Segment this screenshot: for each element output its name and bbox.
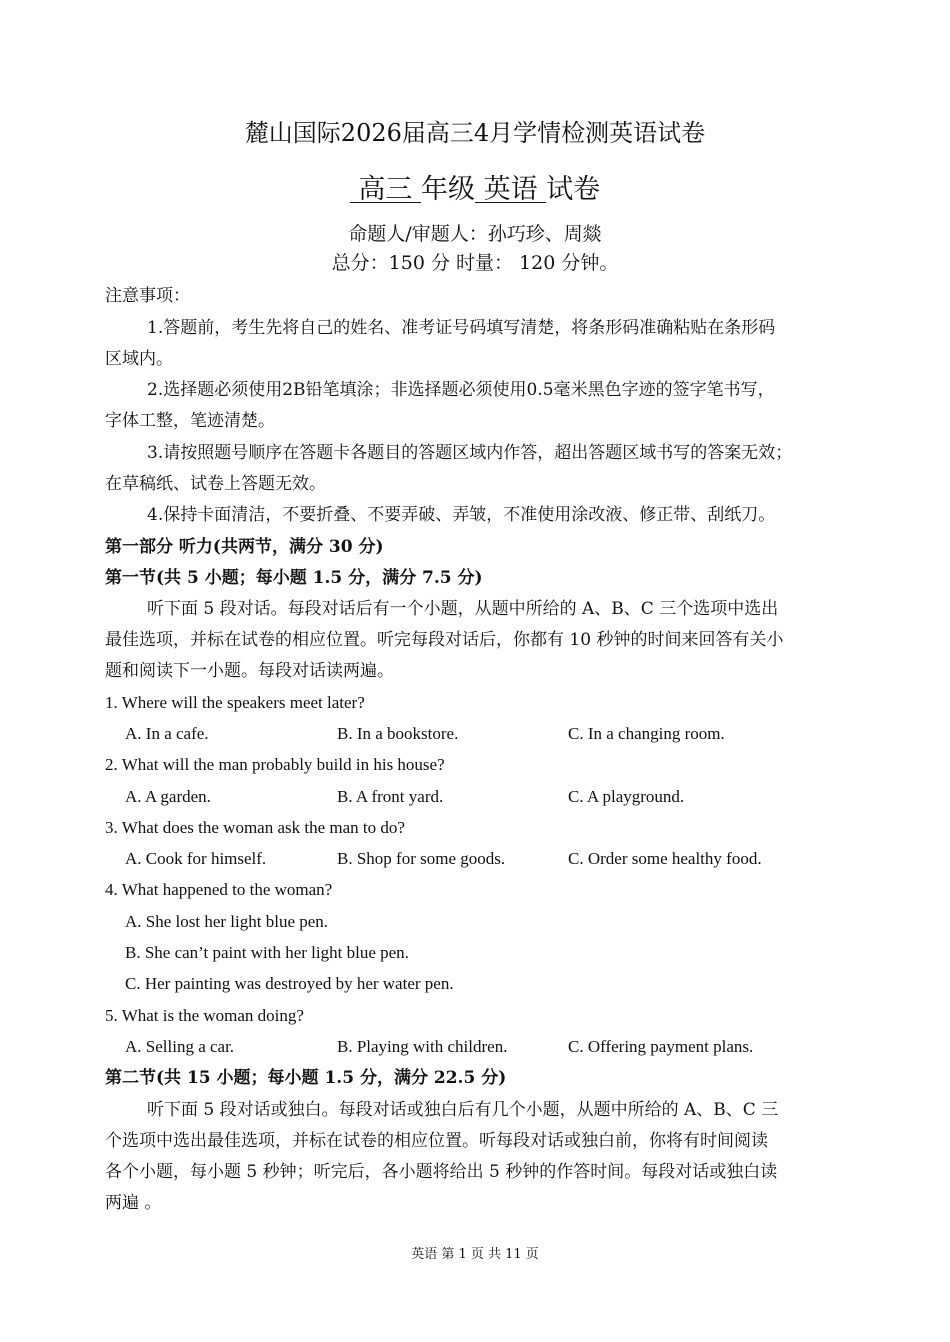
section2-instructions: 听下面 5 段对话或独白。每段对话或独白后有几个小题，从题中所给的 A、B、C 三	[147, 1100, 779, 1120]
score-time-line: 总分：150 分 时量： 120 分钟。	[331, 252, 619, 274]
section1-heading: 第一节(共 5 小题；每小题 1.5 分，满分 7.5 分)	[105, 568, 483, 588]
notice-item-2: 2.选择题必须使用2B铅笔填涂；非选择题必须使用0.5毫米黑色字迹的签字笔书写，	[147, 380, 775, 400]
section1-instructions-cont: 最佳选项，并标在试卷的相应位置。听完每段对话后，你都有 10 秒钟的时间来回答有关小	[105, 630, 784, 650]
question-4-option-b: B. She can’t paint with her light blue pen.	[125, 943, 409, 962]
section1-instructions-cont: 题和阅读下一小题。每段对话读两遍。	[105, 661, 394, 681]
question-4-stem: 4. What happened to the woman?	[105, 880, 333, 899]
question-1-option-b: B. In a bookstore.	[337, 724, 459, 743]
question-2-stem: 2. What will the man probably build in his house?	[105, 755, 445, 774]
question-4-option-c: C. Her painting was destroyed by her water pen.	[125, 974, 454, 993]
paper-suffix: 试卷	[546, 174, 601, 205]
authors-line: 命题人/审题人：孙巧珍、周燚	[348, 223, 602, 245]
question-1-option-a: A. In a cafe.	[125, 724, 209, 743]
question-4-option-a: A. She lost her light blue pen.	[125, 912, 329, 931]
grade-suffix: 年级	[421, 174, 475, 205]
notice-heading: 注意事项：	[105, 286, 190, 306]
section1-instructions: 听下面 5 段对话。每段对话后有一个小题，从题中所给的 A、B、C 三个选项中选出	[147, 599, 779, 619]
question-3-option-c: C. Order some healthy food.	[568, 849, 762, 868]
question-5-option-a: A. Selling a car.	[125, 1037, 235, 1056]
section2-instructions-cont: 各个小题，每小题 5 秒钟；听完后，各小题将给出 5 秒钟的作答时间。每段对话或独白读	[105, 1162, 778, 1182]
question-3-option-b: B. Shop for some goods.	[337, 849, 506, 868]
section2-instructions-cont: 两遍 。	[105, 1193, 162, 1213]
exam-subtitle	[0, 173, 950, 207]
question-2-option-b: B. A front yard.	[337, 787, 444, 806]
notice-item-1-cont: 区域内。	[105, 349, 173, 369]
question-5-stem: 5. What is the woman doing?	[105, 1006, 304, 1025]
notice-item-3: 3.请按照题号顺序在答题卡各题目的答题区域内作答，超出答题区域书写的答案无效；	[147, 443, 793, 463]
question-2-option-c: C. A playground.	[568, 787, 685, 806]
question-5-option-c: C. Offering payment plans.	[568, 1037, 754, 1056]
notice-item-1: 1.答题前，考生先将自己的姓名、准考证号码填写清楚，将条形码准确粘贴在条形码	[147, 318, 776, 338]
notice-item-3-cont: 在草稿纸、试卷上答题无效。	[105, 474, 326, 494]
question-3-stem: 3. What does the woman ask the man to do?	[105, 818, 405, 837]
section2-heading: 第二节(共 15 小题；每小题 1.5 分，满分 22.5 分)	[105, 1068, 507, 1088]
section2-instructions-cont: 个选项中选出最佳选项，并标在试卷的相应位置。听每段对话或独白前，你将有时间阅读	[105, 1131, 768, 1151]
question-3-option-a: A. Cook for himself.	[125, 849, 267, 868]
question-5-option-b: B. Playing with children.	[337, 1037, 508, 1056]
exam-title: 麓山国际2026届高三4月学情检测英语试卷	[244, 119, 706, 147]
notice-item-4: 4.保持卡面清洁，不要折叠、不要弄破、弄皱，不准使用涂改液、修正带、刮纸刀。	[147, 505, 776, 525]
notice-item-2-cont: 字体工整，笔迹清楚。	[105, 411, 275, 431]
question-1-stem: 1. Where will the speakers meet later?	[105, 693, 365, 712]
question-1-option-c: C. In a changing room.	[568, 724, 725, 743]
part1-heading: 第一部分 听力(共两节，满分 30 分)	[105, 537, 384, 557]
grade-field: 高三	[358, 174, 413, 205]
question-2-option-a: A. A garden.	[125, 787, 211, 806]
subject-field: 英语	[483, 174, 538, 205]
page-footer: 英语 第 1 页 共 11 页	[411, 1247, 539, 1262]
